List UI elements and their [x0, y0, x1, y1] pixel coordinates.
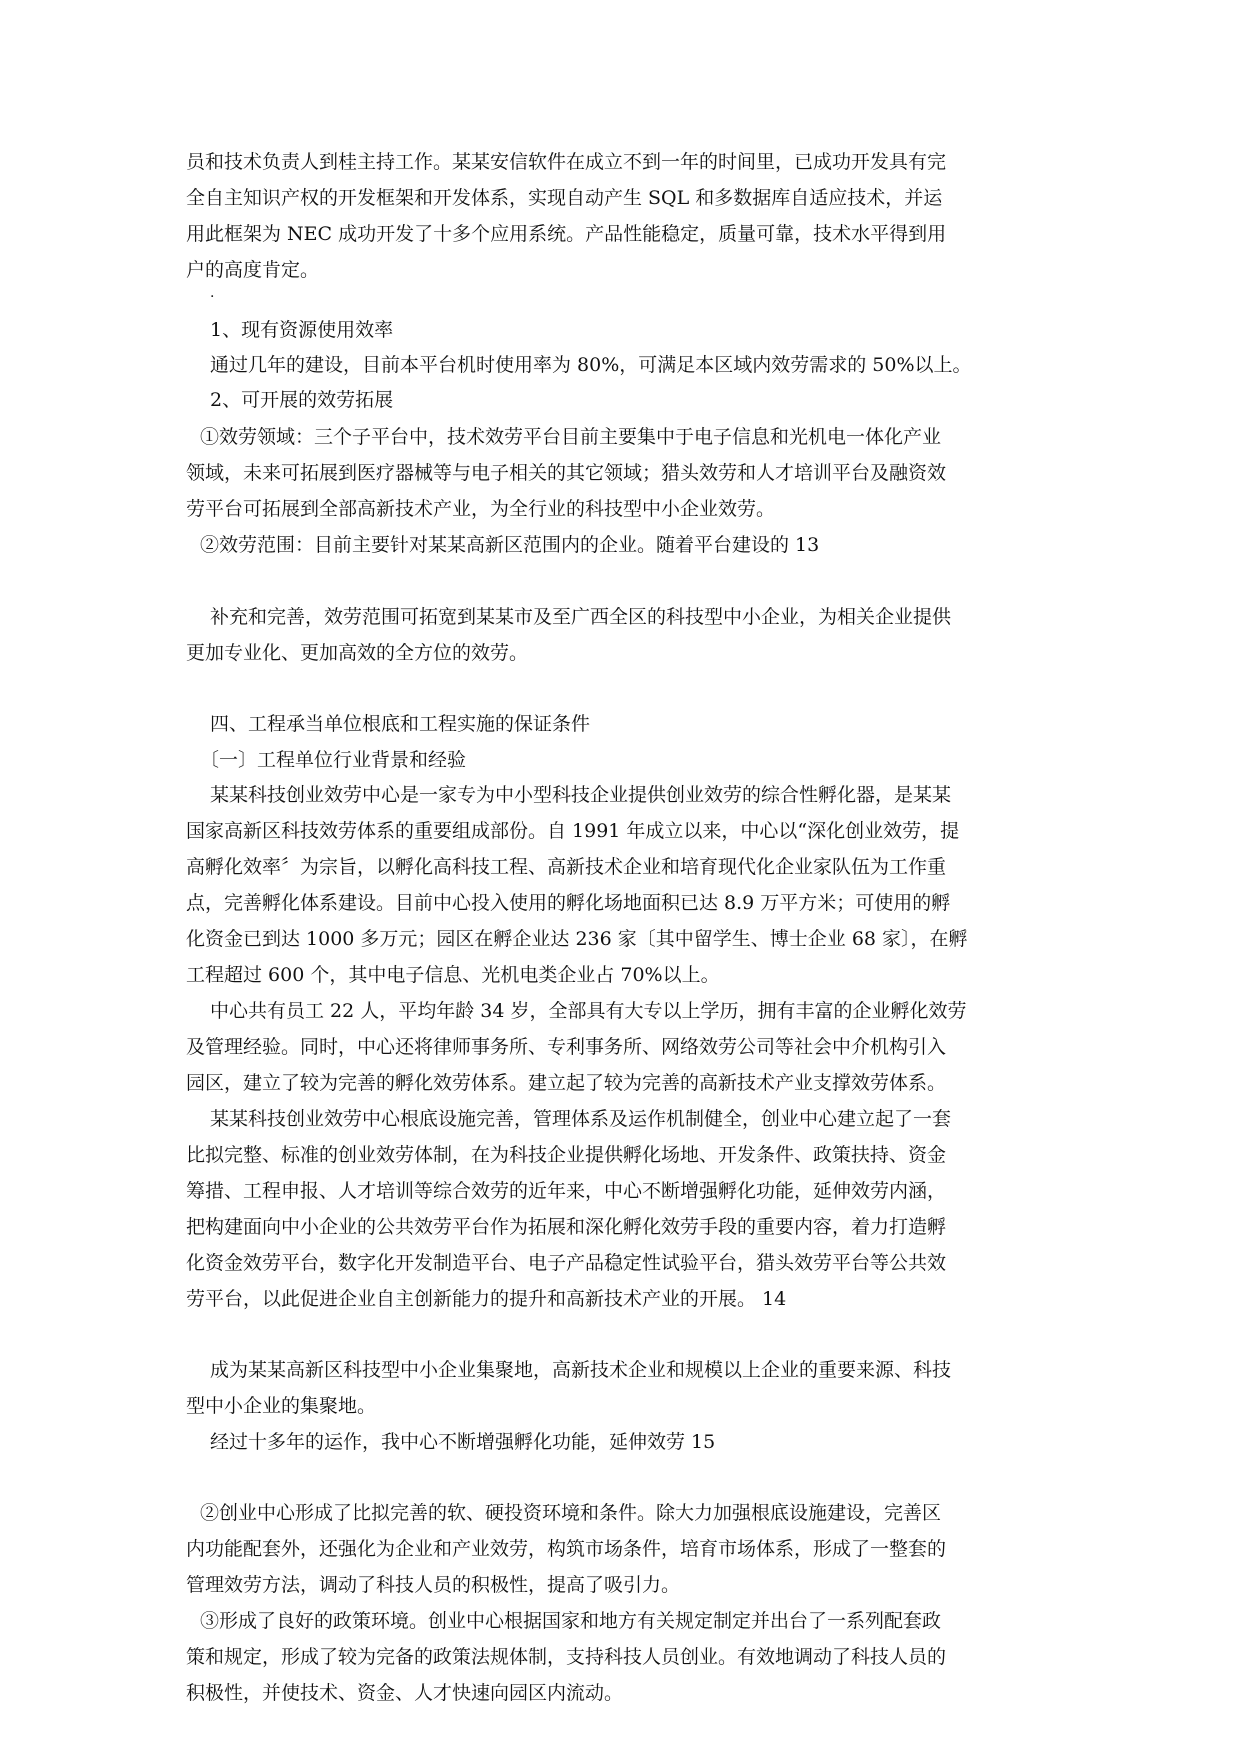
text-line: 经过十多年的运作，我中心不断增强孵化功能，延伸效劳 15 [210, 1431, 716, 1453]
text-line: ①效劳领域：三个子平台中，技术效劳平台目前主要集中于电子信息和光机电一体化产业 [200, 426, 942, 448]
text-line: 领域，未来可拓展到医疗器械等与电子相关的其它领域；猎头效劳和人才培训平台及融资效 [186, 462, 947, 484]
text-line: 员和技术负责人到桂主持工作。某某安信软件在成立不到一年的时间里，已成功开发具有完 [186, 151, 947, 173]
text-line: 中心共有员工 22 人，平均年龄 34 岁，全部具有大专以上学历，拥有丰富的企业孵化效劳 [210, 1000, 967, 1022]
text-line: 管理效劳方法，调动了科技人员的积极性，提高了吸引力。 [186, 1574, 681, 1596]
text-line: 补充和完善，效劳范围可拓宽到某某市及至广西全区的科技型中小企业，为相关企业提供 [210, 606, 952, 628]
text-line: 点，完善孵化体系建设。目前中心投入使用的孵化场地面积已达 8.9 万平方米；可使用的孵 [186, 892, 951, 914]
stray-dot: · [210, 289, 215, 305]
section-heading: 1、现有资源使用效率 [210, 319, 394, 341]
text-line: 把构建面向中小企业的公共效劳平台作为拓展和深化孵化效劳手段的重要内容，着力打造孵 [186, 1216, 947, 1238]
text-line: 更加专业化、更加高效的全方位的效劳。 [186, 642, 529, 664]
text-line: 全自主知识产权的开发框架和开发体系，实现自动产生 SQL 和多数据库自适应技术，并运 [186, 187, 943, 209]
text-line: 比拟完整、标准的创业效劳体制，在为科技企业提供孵化场地、开发条件、政策扶持、资金 [186, 1144, 947, 1166]
text-line: 园区，建立了较为完善的孵化效劳体系。建立起了较为完善的高新技术产业支撑效劳体系。 [186, 1072, 947, 1094]
text-line: 成为某某高新区科技型中小企业集聚地，高新技术企业和规模以上企业的重要来源、科技 [210, 1359, 952, 1381]
text-line: 积极性，并使技术、资金、人才快速向园区内流动。 [186, 1682, 624, 1704]
text-line: ②效劳范围：目前主要针对某某高新区范围内的企业。随着平台建设的 13 [200, 534, 820, 556]
text-line: 用此框架为 NEC 成功开发了十多个应用系统。产品性能稳定，质量可靠，技术水平得到用 [186, 223, 947, 245]
text-line: 某某科技创业效劳中心根底设施完善，管理体系及运作机制健全，创业中心建立起了一套 [210, 1108, 952, 1130]
text-line: 策和规定，形成了较为完备的政策法规体制，支持科技人员创业。有效地调动了科技人员的 [186, 1646, 947, 1668]
text-line: 通过几年的建设，目前本平台机时使用率为 80%，可满足本区域内效劳需求的 50%以上。 [210, 354, 972, 376]
text-line: 高孵化效率〞为宗旨，以孵化高科技工程、高新技术企业和培育现代化企业家队伍为工作重 [186, 856, 947, 878]
section-heading: 2、可开展的效劳拓展 [210, 389, 394, 411]
subsection-heading: 〔一〕工程单位行业背景和经验 [200, 749, 467, 771]
text-line: 户的高度肯定。 [186, 259, 320, 281]
text-line: 内功能配套外，还强化为企业和产业效劳，构筑市场条件，培育市场体系，形成了一整套的 [186, 1538, 947, 1560]
text-line: 型中小企业的集聚地。 [186, 1395, 377, 1417]
text-line: 劳平台可拓展到全部高新技术产业，为全行业的科技型中小企业效劳。 [186, 498, 776, 520]
text-line: ③形成了良好的政策环境。创业中心根据国家和地方有关规定制定并出台了一系列配套政 [200, 1610, 942, 1632]
text-line: 劳平台，以此促进企业自主创新能力的提升和高新技术产业的开展。 14 [186, 1288, 787, 1310]
text-line: 化资金已到达 1000 多万元；园区在孵企业达 236 家〔其中留学生、博士企业 68 家〕，在孵 [186, 928, 968, 950]
text-line: 及管理经验。同时，中心还将律师事务所、专利事务所、网络效劳公司等社会中介机构引入 [186, 1036, 947, 1058]
text-line: 某某科技创业效劳中心是一家专为中小型科技企业提供创业效劳的综合性孵化器，是某某 [210, 784, 952, 806]
text-line: ②创业中心形成了比拟完善的软、硬投资环境和条件。除大力加强根底设施建设，完善区 [200, 1502, 942, 1524]
text-line: 工程超过 600 个，其中电子信息、光机电类企业占 70%以上。 [186, 964, 720, 986]
section-heading: 四、工程承当单位根底和工程实施的保证条件 [210, 713, 591, 735]
text-line: 化资金效劳平台，数字化开发制造平台、电子产品稳定性试验平台，猎头效劳平台等公共效 [186, 1252, 947, 1274]
text-line: 国家高新区科技效劳体系的重要组成部份。自 1991 年成立以来，中心以“深化创业效劳，提 [186, 820, 960, 842]
text-line: 筹措、工程申报、人才培训等综合效劳的近年来，中心不断增强孵化功能，延伸效劳内涵， [186, 1180, 947, 1202]
